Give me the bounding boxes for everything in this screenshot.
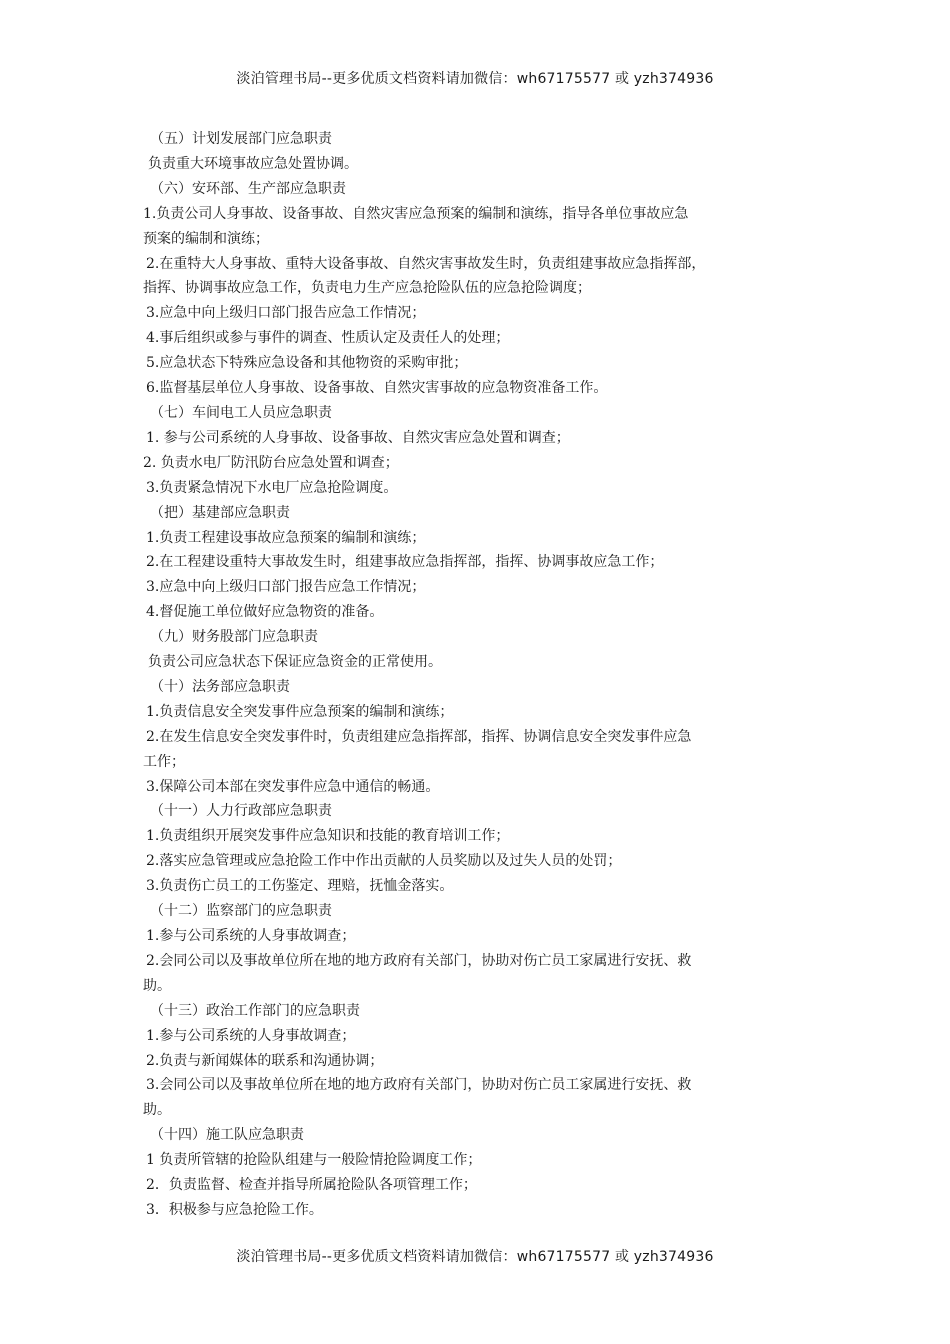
list-item: 1.参与公司系统的人身事故调查； (146, 1027, 356, 1044)
page-header: 淡泊管理书局--更多优质文档资料请加微信：wh67175577 或 yzh374936 (236, 71, 714, 87)
list-item: 2.会同公司以及事故单位所在地的地方政府有关部门，协助对伤亡员工家属进行安抚、救 (146, 952, 692, 969)
list-item: 3.负责紧急情况下水电厂应急抢险调度。 (146, 479, 398, 496)
section-heading-10: （十）法务部应急职责 (150, 678, 290, 695)
section-heading-13: （十三）政治工作部门的应急职责 (150, 1002, 360, 1019)
list-item-continuation: 助。 (143, 1102, 171, 1119)
section-heading-9: （九）财务股部门应急职责 (150, 629, 318, 646)
list-item-continuation: 工作； (143, 753, 185, 770)
list-item: 3.应急中向上级归口部门报告应急工作情况； (146, 579, 426, 596)
paragraph: 负责重大环境事故应急处置协调。 (148, 155, 358, 172)
paragraph: 负责公司应急状态下保证应急资金的正常使用。 (148, 654, 442, 671)
list-item: 2．负责监督、检查并指导所属抢险队各项管理工作； (146, 1177, 477, 1194)
list-item: 2.在发生信息安全突发事件时，负责组建应急指挥部，指挥、协调信息安全突发事件应急 (146, 728, 692, 745)
document-body (143, 127, 815, 1223)
list-item: 1.负责信息安全突发事件应急预案的编制和演练； (146, 703, 454, 720)
section-heading-6: （六）安环部、生产部应急职责 (150, 180, 346, 197)
list-item: 6.监督基层单位人身事故、设备事故、自然灾害事故的应急物资准备工作。 (146, 380, 608, 397)
section-heading-11: （十一）人力行政部应急职责 (150, 803, 332, 820)
list-item-continuation: 预案的编制和演练； (143, 230, 269, 247)
list-item: 3.会同公司以及事故单位所在地的地方政府有关部门，协助对伤亡员工家属进行安抚、救 (146, 1077, 692, 1094)
list-item: 2. 负责水电厂防汛防台应急处置和调查； (143, 454, 399, 471)
list-item: 2.在重特大人身事故、重特大设备事故、自然灾害事故发生时，负责组建事故应急指挥部， (146, 255, 706, 272)
section-heading-7: （七）车间电工人员应急职责 (150, 404, 332, 421)
section-heading-5: （五）计划发展部门应急职责 (150, 131, 332, 147)
list-item: 3.负责伤亡员工的工伤鉴定、理赔，抚恤金落实。 (146, 878, 454, 895)
list-item-continuation: 指挥、协调事故应急工作，负责电力生产应急抢险队伍的应急抢险调度； (143, 280, 591, 297)
list-item: 1. 参与公司系统的人身事故、设备事故、自然灾害应急处置和调查； (146, 429, 570, 446)
page-footer: 淡泊管理书局--更多优质文档资料请加微信：wh67175577 或 yzh374936 (236, 1249, 714, 1265)
section-heading-14: （十四）施工队应急职责 (150, 1127, 304, 1144)
list-item: 1.负责工程建设事故应急预案的编制和演练； (146, 529, 426, 546)
list-item: 3．积极参与应急抢险工作。 (146, 1201, 323, 1218)
list-item: 4.督促施工单位做好应急物资的准备。 (146, 604, 384, 621)
list-item: 3.应急中向上级归口部门报告应急工作情况； (146, 305, 426, 322)
list-item: 3.保障公司本部在突发事件应急中通信的畅通。 (146, 778, 440, 795)
list-item-continuation: 助。 (143, 977, 171, 994)
list-item: 1 负责所管辖的抢险队组建与一般险情抢险调度工作； (146, 1152, 482, 1169)
list-item: 2.负责与新闻媒体的联系和沟通协调； (146, 1052, 384, 1069)
list-item: 2.在工程建设重特大事故发生时，组建事故应急指挥部，指挥、协调事故应急工作； (146, 554, 664, 571)
list-item: 1.参与公司系统的人身事故调查； (146, 928, 356, 944)
list-item: 1.负责组织开展突发事件应急知识和技能的教育培训工作； (146, 828, 510, 845)
list-item: 4.事后组织或参与事件的调查、性质认定及责任人的处理； (146, 330, 510, 347)
list-item: 1.负责公司人身事故、设备事故、自然灾害应急预案的编制和演练，指导各单位事故应急 (143, 205, 689, 222)
list-item: 5.应急状态下特殊应急设备和其他物资的采购审批； (146, 355, 468, 372)
section-heading-8: （把）基建部应急职责 (150, 504, 290, 521)
section-heading-12: （十二）监察部门的应急职责 (150, 903, 332, 920)
list-item: 2.落实应急管理或应急抢险工作中作出贡献的人员奖励以及过失人员的处罚； (146, 853, 622, 870)
